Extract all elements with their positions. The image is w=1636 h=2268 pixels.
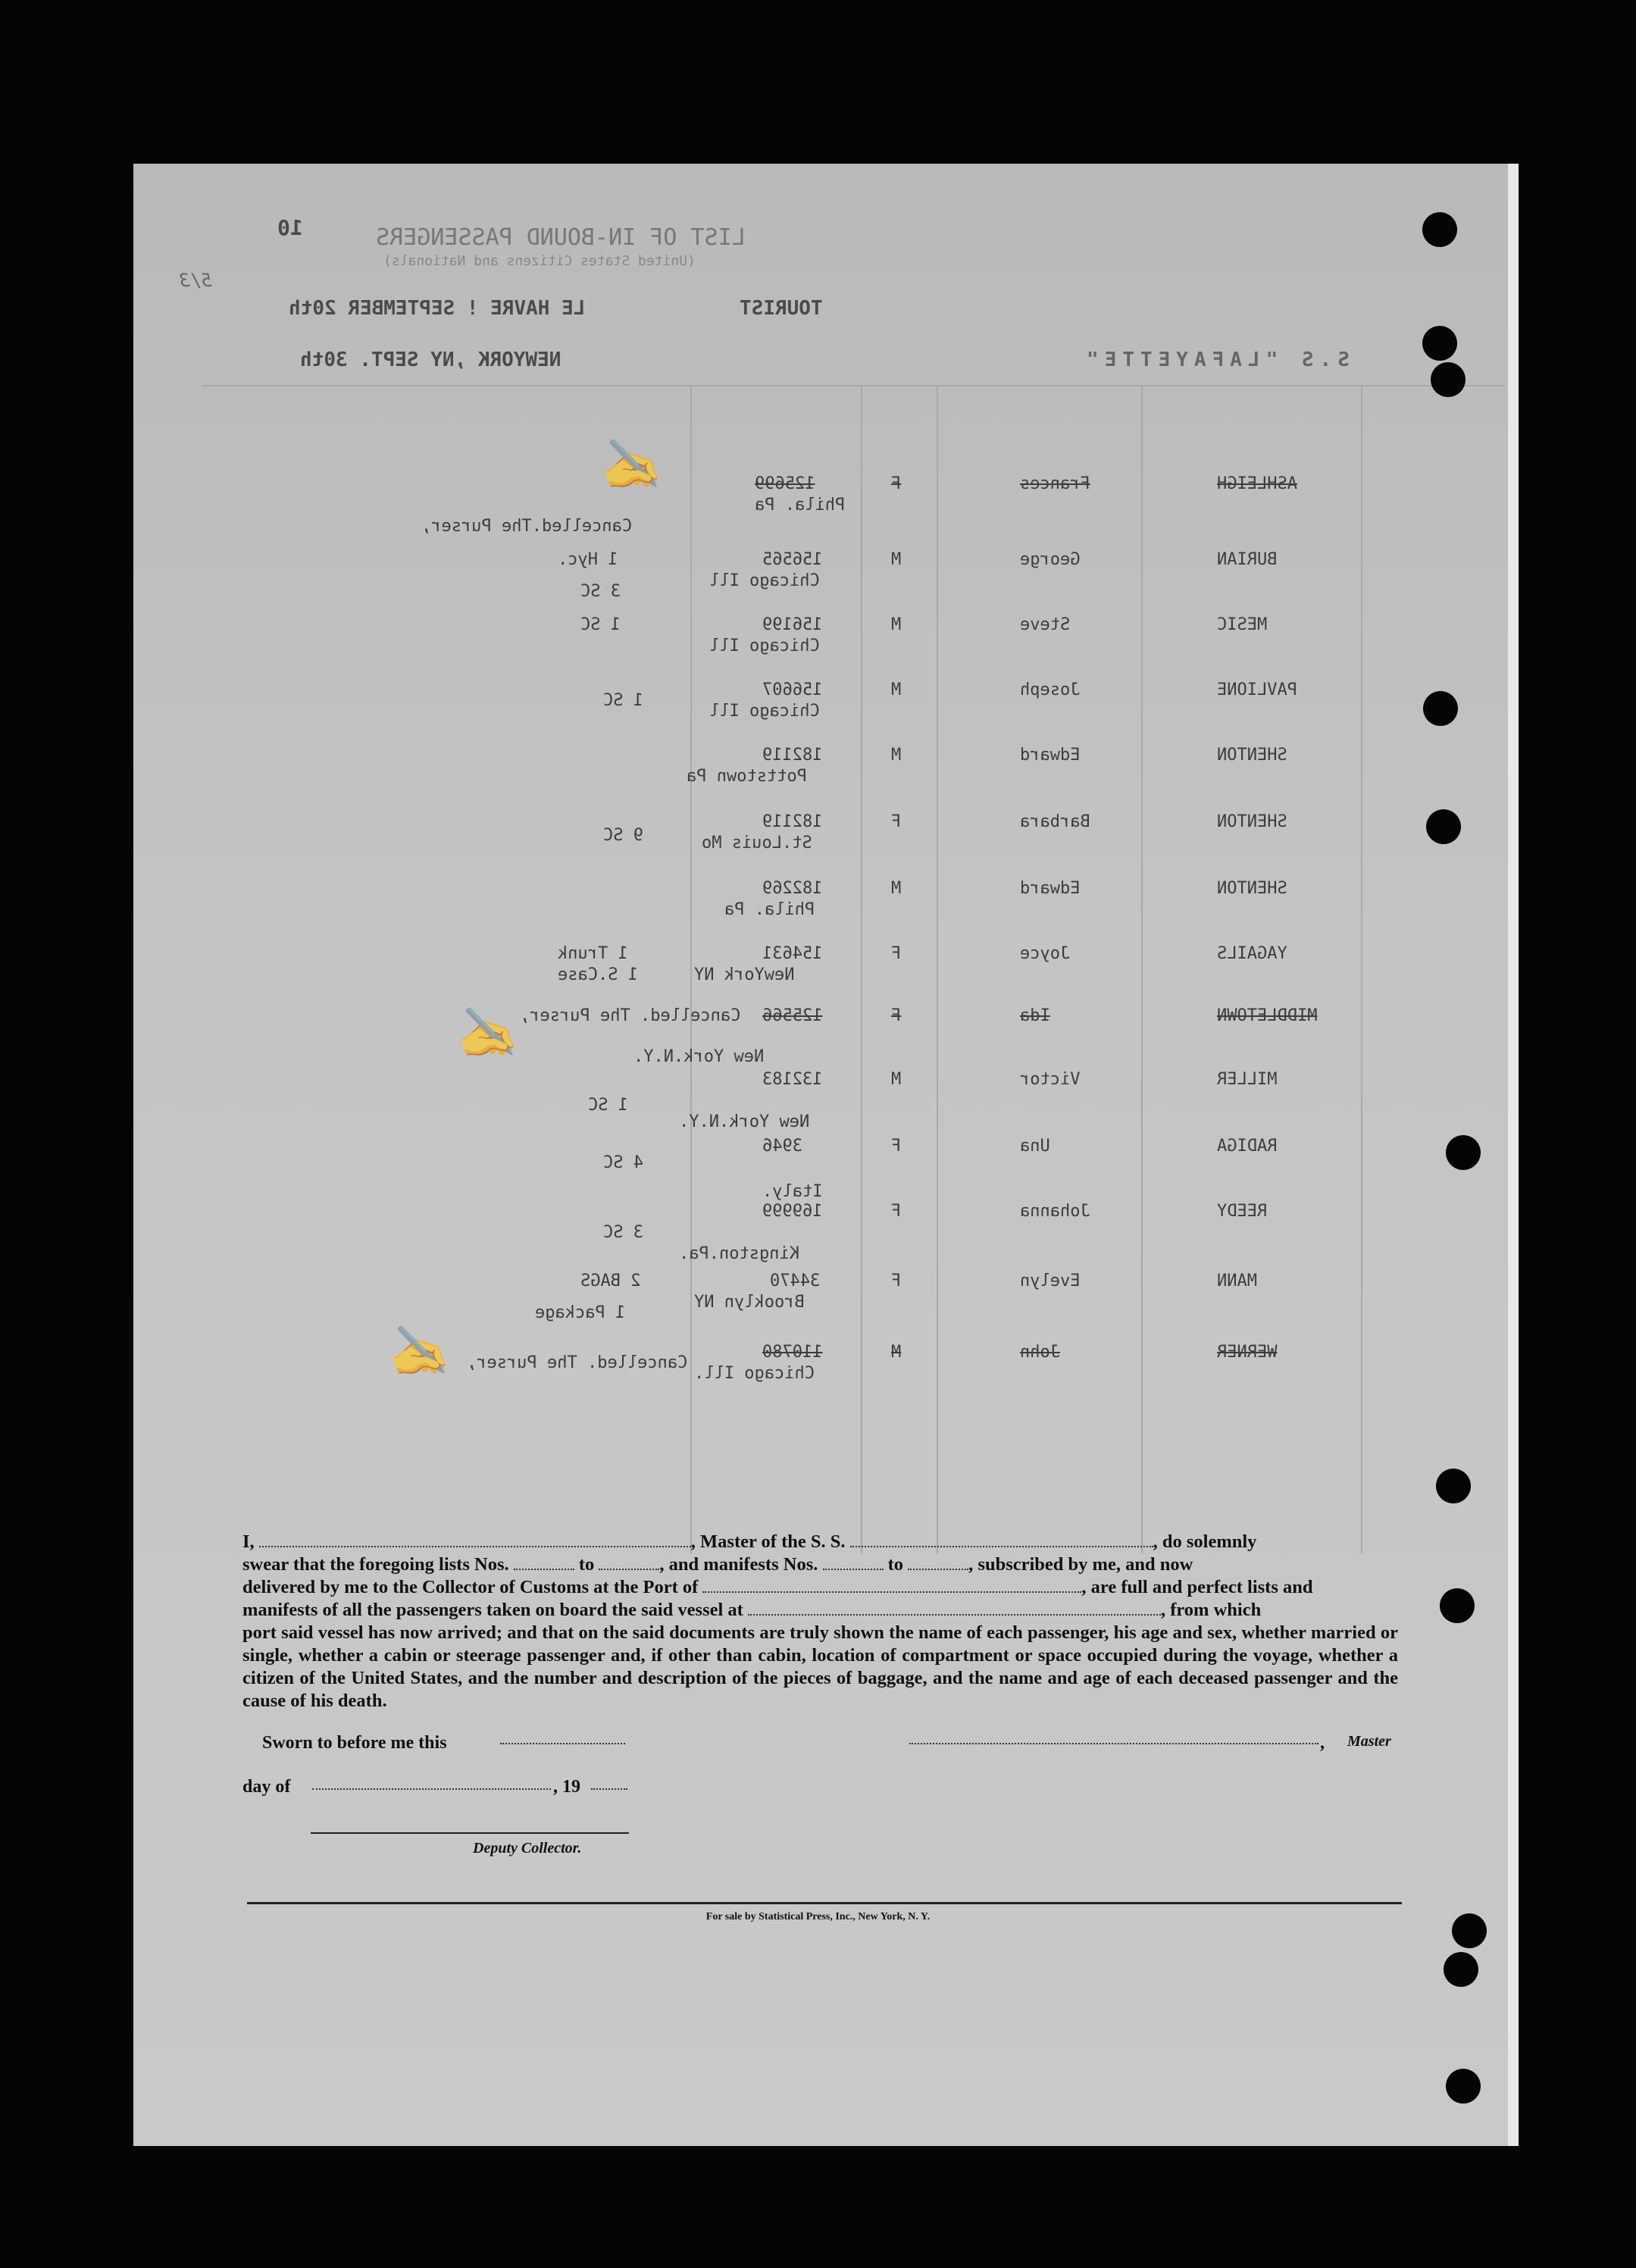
note: 3 SC <box>580 582 621 601</box>
oath-swear: swear that the foregoing lists Nos. <box>242 1554 509 1575</box>
passenger-row <box>133 1006 1508 1075</box>
sex: F <box>891 1272 902 1290</box>
grid-line <box>202 385 1505 386</box>
footer-rule <box>247 1902 1402 1904</box>
punch-hole <box>1422 212 1457 247</box>
pass-number: 34470 <box>770 1272 821 1290</box>
page-number: 10 <box>277 215 303 240</box>
oath-to-2: to <box>887 1554 904 1575</box>
pass-number: 125566 <box>762 1006 823 1025</box>
address: Chicago Ill <box>709 702 820 721</box>
passenger-row <box>133 812 1508 881</box>
address: St.Louis Mo <box>702 834 812 852</box>
note: Cancelled. The Purser, <box>467 1353 688 1372</box>
sex: M <box>891 550 902 569</box>
sworn-label: Sworn to before me this <box>262 1733 447 1753</box>
sex: M <box>891 1070 902 1089</box>
pass-number: 110780 <box>762 1343 823 1362</box>
passenger-row <box>133 680 1508 749</box>
handwritten-initials: ✍ <box>391 1324 452 1380</box>
master-signature-line <box>909 1743 1318 1744</box>
baggage: 1 Trunk <box>558 944 628 963</box>
baggage: 9 SC <box>603 826 643 845</box>
note: Cancelled. The Purser, <box>520 1006 741 1025</box>
address: Italy. <box>762 1182 823 1201</box>
pass-number: 132183 <box>762 1070 823 1089</box>
year-line <box>591 1788 627 1790</box>
day-of-line <box>312 1788 551 1790</box>
passenger-row <box>133 944 1508 1012</box>
baggage: 2 BAGS <box>580 1272 641 1290</box>
surname: MIDDLETOWN <box>1217 1006 1318 1025</box>
pass-number: 182119 <box>762 746 823 765</box>
sex: F <box>891 812 902 831</box>
passenger-row <box>133 550 1508 618</box>
punch-hole <box>1446 2069 1481 2104</box>
form-title: LIST OF IN-BOUND PASSENGERS <box>376 224 746 251</box>
given-name: Johanna <box>1020 1202 1090 1221</box>
sex: F <box>891 474 902 493</box>
given-name: Ida <box>1020 1006 1050 1025</box>
surname: SHENTON <box>1217 812 1287 831</box>
surname: WERNER <box>1217 1343 1278 1362</box>
oath-and-manifests: , and manifests Nos. <box>659 1554 818 1575</box>
address: New York.N.Y. <box>633 1047 765 1066</box>
deputy-collector-label: Deputy Collector. <box>473 1840 582 1857</box>
passenger-row <box>133 1070 1508 1138</box>
pass-number: 169999 <box>762 1202 823 1221</box>
punch-hole <box>1436 1469 1471 1503</box>
address: Phila. Pa <box>755 496 846 515</box>
address: Brooklyn NY <box>694 1293 805 1312</box>
oath-i: I, <box>242 1531 255 1552</box>
surname: MILLER <box>1217 1070 1278 1089</box>
pass-number: 154631 <box>762 944 823 963</box>
sex: M <box>891 746 902 765</box>
sex: F <box>891 1137 902 1156</box>
oath-subscribed: , subscribed by me, and now <box>968 1554 1193 1575</box>
day-of-label: day of <box>242 1777 291 1797</box>
address: Chicago Ill <box>709 571 820 590</box>
given-name: Barbara <box>1020 812 1090 831</box>
given-name: Joyce <box>1020 944 1071 963</box>
punch-hole <box>1431 362 1466 397</box>
baggage: 4 SC <box>603 1153 643 1172</box>
note: 1 S.Case <box>558 965 638 984</box>
note: Cancelled.The Purser, <box>421 517 633 536</box>
surname: PAVLIONE <box>1217 680 1297 699</box>
given-name: Frances <box>1020 474 1090 493</box>
year-label: , 19 <box>553 1777 580 1797</box>
pass-number: 182269 <box>762 879 823 898</box>
surname: BURIAN <box>1217 550 1278 569</box>
manifest-sheet <box>133 164 1519 2146</box>
punch-hole <box>1422 326 1457 361</box>
punch-hole <box>1426 809 1461 844</box>
baggage: 1 Hyc. <box>558 550 618 569</box>
given-name: Victor <box>1020 1070 1081 1089</box>
pass-number: 156199 <box>762 615 823 634</box>
comma: , <box>1320 1733 1325 1753</box>
oath-to-1: to <box>578 1554 595 1575</box>
address: Chicago Ill <box>709 637 820 655</box>
sex: M <box>891 1343 902 1362</box>
passenger-row <box>133 879 1508 947</box>
punch-hole <box>1440 1588 1475 1623</box>
note: 1 Package <box>535 1303 626 1322</box>
oath-manifests-of: manifests of all the passengers taken on board the said vessel at <box>242 1600 743 1620</box>
deputy-signature-line <box>311 1832 629 1834</box>
surname: ASHLEIGH <box>1217 474 1297 493</box>
handwritten-initials: ✍ <box>603 437 664 493</box>
surname: REEDY <box>1217 1202 1268 1221</box>
punch-hole <box>1446 1135 1481 1170</box>
sworn-day-line <box>500 1743 625 1744</box>
given-name: Edward <box>1020 879 1081 898</box>
sex: M <box>891 615 902 634</box>
address: NewYork NY <box>694 965 795 984</box>
given-name: Steve <box>1020 615 1071 634</box>
oath-paragraph <box>242 1531 1398 1713</box>
surname: YAGAILS <box>1217 944 1287 963</box>
punch-hole <box>1423 691 1458 726</box>
surname: SHENTON <box>1217 879 1287 898</box>
pass-number: 156607 <box>762 680 823 699</box>
sex: F <box>891 944 902 963</box>
form-subtitle: (United States Citizens and Nationals) <box>383 253 696 269</box>
address: Kingston.Pa. <box>679 1244 799 1263</box>
pass-number: 156565 <box>762 550 823 569</box>
oath-master-of: , Master of the S. S. <box>690 1531 846 1552</box>
passenger-row <box>133 1343 1508 1411</box>
given-name: John <box>1020 1343 1060 1362</box>
surname: RADIGA <box>1217 1137 1278 1156</box>
oath-from-which: , from which <box>1160 1600 1262 1620</box>
passenger-row <box>133 1137 1508 1205</box>
surname: MANN <box>1217 1272 1257 1290</box>
master-label: Master <box>1347 1733 1391 1750</box>
given-name: George <box>1020 550 1081 569</box>
address: Pottstown Pa <box>687 767 807 786</box>
address: Phila. Pa <box>724 900 815 919</box>
surname: SHENTON <box>1217 746 1287 765</box>
passenger-row <box>133 615 1508 684</box>
given-name: Una <box>1020 1137 1050 1156</box>
given-name: Evelyn <box>1020 1272 1081 1290</box>
address: Chicago Ill. <box>694 1364 815 1383</box>
punch-hole <box>1444 1952 1478 1987</box>
pass-number: 3946 <box>762 1137 802 1156</box>
passenger-row <box>133 1272 1508 1340</box>
passenger-row <box>133 474 1508 543</box>
address: New York.N.Y. <box>679 1112 810 1131</box>
vessel-name: S.S "LAFAYETTE" <box>1081 349 1350 371</box>
pass-number: 125699 <box>755 474 815 493</box>
baggage: 1 SC <box>580 615 621 634</box>
given-name: Edward <box>1020 746 1081 765</box>
baggage: 1 SC <box>603 691 643 710</box>
given-name: Joseph <box>1020 680 1081 699</box>
oath-rest: port said vessel has now arrived; and that on the said documents are truly shown the name of each passenger, his age and sex, whether married or single, whether a cabin or steerage passenger and, if other than cabin, location of compartment or space occupied during the voyage, whether a citizen of the United States, and the number and description of the pieces of baggage, and the name and age of each deceased passenger and the cause of his death. <box>242 1622 1398 1711</box>
handwritten-initials: ✍ <box>459 1006 520 1062</box>
oath-do-solemnly: , do solemnly <box>1153 1531 1257 1552</box>
oath-are-full: , are full and perfect lists and <box>1081 1577 1313 1597</box>
sex: F <box>891 1202 902 1221</box>
sex: M <box>891 680 902 699</box>
surname: MESIC <box>1217 615 1268 634</box>
pass-number: 182119 <box>762 812 823 831</box>
baggage: 1 SC <box>588 1096 628 1115</box>
oath-delivered: delivered by me to the Collector of Customs at the Port of <box>242 1577 699 1597</box>
sex: M <box>891 879 902 898</box>
passenger-row <box>133 746 1508 814</box>
printer-credit: For sale by Statistical Press, Inc., New York, N. Y. <box>705 1911 931 1922</box>
passenger-row <box>133 1202 1508 1270</box>
baggage: 3 SC <box>603 1223 643 1242</box>
port-date: LE HAVRE ! SEPTEMBER 20th <box>289 297 586 320</box>
arrival-line: NEWYORK ,NY SEPT. 30th <box>300 349 561 371</box>
handwritten-mark: 5/3 <box>179 270 212 291</box>
sex: F <box>891 1006 902 1025</box>
class-label: TOURIST <box>740 297 823 320</box>
